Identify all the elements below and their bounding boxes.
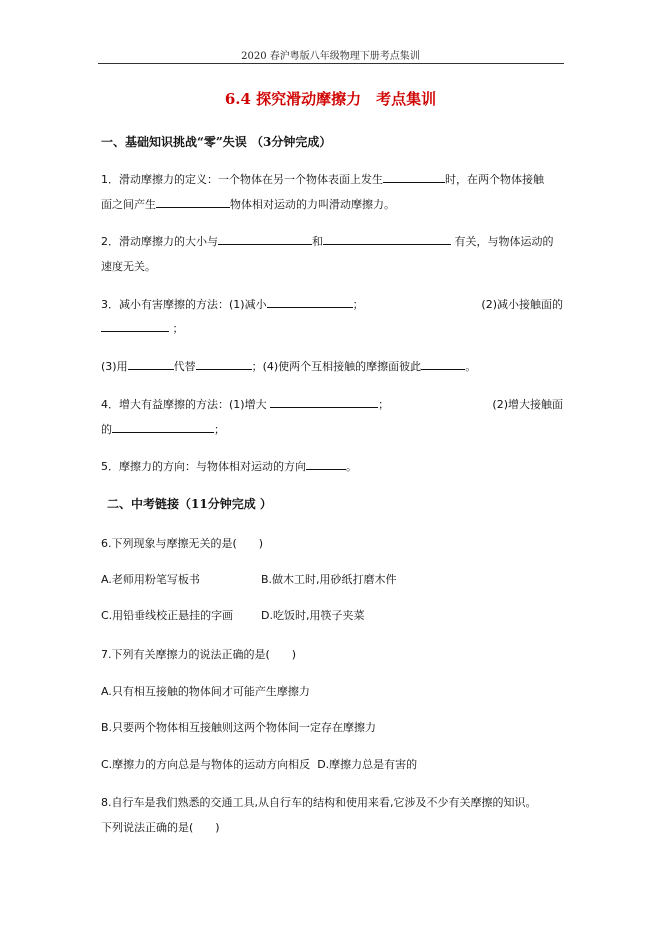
q3-blank-5[interactable]	[421, 358, 465, 370]
q4-text-b: ；	[378, 398, 390, 411]
q7-option-b[interactable]: B.只要两个物体相互接触则这两个物体间一定存在摩擦力	[101, 721, 377, 734]
q1-text-c: 面之间产生	[101, 198, 156, 211]
q5-text-b: 。	[346, 460, 357, 473]
q8-stem: 8.自行车是我们熟悉的交通工具,从自行车的结构和使用来看,它涉及不少有关摩擦的知识。	[101, 796, 537, 809]
q3-line-1	[101, 296, 563, 312]
q3-text-a: 3．减小有害摩擦的方法：(1)减小	[101, 298, 267, 311]
section-1-heading: 一、基础知识挑战“零”失误 （3分钟完成）	[101, 135, 332, 149]
q5-blank[interactable]	[306, 458, 346, 470]
q7-stem: 7.下列有关摩擦力的说法正确的是( )	[101, 648, 297, 661]
q2-blank-2[interactable]	[323, 233, 451, 245]
q3-blank-4[interactable]	[196, 358, 252, 370]
q2-line-1	[101, 233, 554, 249]
q2-text-d: 速度无关。	[101, 260, 156, 273]
q4-blank-1[interactable]	[270, 396, 378, 408]
q6-option-c[interactable]: C.用铅垂线校正悬挂的字画	[101, 609, 234, 622]
q3-text-g: ；(4)使两个互相接触的摩擦面彼此	[251, 360, 422, 373]
q4-line-1	[101, 396, 563, 412]
q3-text-c: (2)减小接触面的	[481, 298, 563, 311]
q3-blank-2[interactable]	[101, 320, 169, 332]
q3-blank-3[interactable]	[128, 358, 174, 370]
section-2-heading: 二、中考链接（11分钟完成 ）	[107, 497, 272, 511]
q2-text-c: 有关，与物体运动的	[454, 235, 554, 248]
q4-line-2	[101, 421, 225, 437]
q1-blank-2[interactable]	[156, 196, 230, 208]
q4-text-c: (2)增大接触面	[492, 398, 563, 411]
q3-text-b: ；	[352, 298, 364, 311]
q3-text-d: ；	[172, 322, 184, 335]
q2-line-2	[101, 258, 156, 274]
q3-text-h: 。	[465, 360, 477, 373]
q6-option-b[interactable]: B.做木工时,用砂纸打磨木件	[261, 573, 397, 586]
header-rule	[98, 63, 564, 64]
q2-blank-1[interactable]	[218, 233, 312, 245]
q3-text-f: 代替	[173, 360, 196, 373]
q4-text-d: 的	[101, 423, 112, 436]
q4-text-a: 4．增大有益摩擦的方法：(1)增大	[101, 398, 267, 411]
q6-options-row-2	[101, 607, 364, 623]
q7-option-a[interactable]: A.只有相互接触的物体间才可能产生摩擦力	[101, 685, 310, 698]
q1-text-d: 物体相对运动的力叫滑动摩擦力。	[230, 198, 395, 211]
q7-options-row-cd	[101, 756, 417, 772]
q2-text-b: 和	[312, 235, 323, 248]
q6-stem: 6.下列现象与摩擦无关的是( )	[101, 537, 264, 550]
q2-text-a: 2．滑动摩擦力的大小与	[101, 235, 218, 248]
q1-text-b: 时，在两个物体接触	[445, 173, 544, 186]
q1-text-a: 1．滑动摩擦力的定义：一个物体在另一个物体表面上发生	[101, 173, 383, 186]
page-header: 2020 春沪粤版八年级物理下册考点集训	[241, 51, 420, 62]
q8-stem-2: 下列说法正确的是( )	[101, 821, 220, 834]
q6-option-a[interactable]: A.老师用粉笔写板书	[101, 573, 200, 586]
q3-text-e: (3)用	[101, 360, 128, 373]
q4-blank-2[interactable]	[112, 421, 214, 433]
q1-line-1	[101, 171, 544, 187]
q4-text-e: ；	[214, 423, 225, 436]
q1-line-2	[101, 196, 395, 212]
q7-option-c[interactable]: C.摩擦力的方向总是与物体的运动方向相反	[101, 758, 311, 771]
document-title: 6.4 探究滑动摩擦力 考点集训	[224, 90, 437, 108]
q5-line	[101, 458, 357, 474]
q3-line-3	[101, 358, 476, 374]
q3-blank-1[interactable]	[267, 296, 353, 308]
q1-blank-1[interactable]	[383, 171, 445, 183]
q5-text-a: 5．摩擦力的方向：与物体相对运动的方向	[101, 460, 306, 473]
q6-option-d[interactable]: D.吃饭时,用筷子夹菜	[261, 609, 365, 622]
q3-line-2	[101, 320, 184, 336]
q7-option-d[interactable]: D.摩擦力总是有害的	[317, 758, 418, 771]
q6-options-row-1	[101, 571, 397, 587]
